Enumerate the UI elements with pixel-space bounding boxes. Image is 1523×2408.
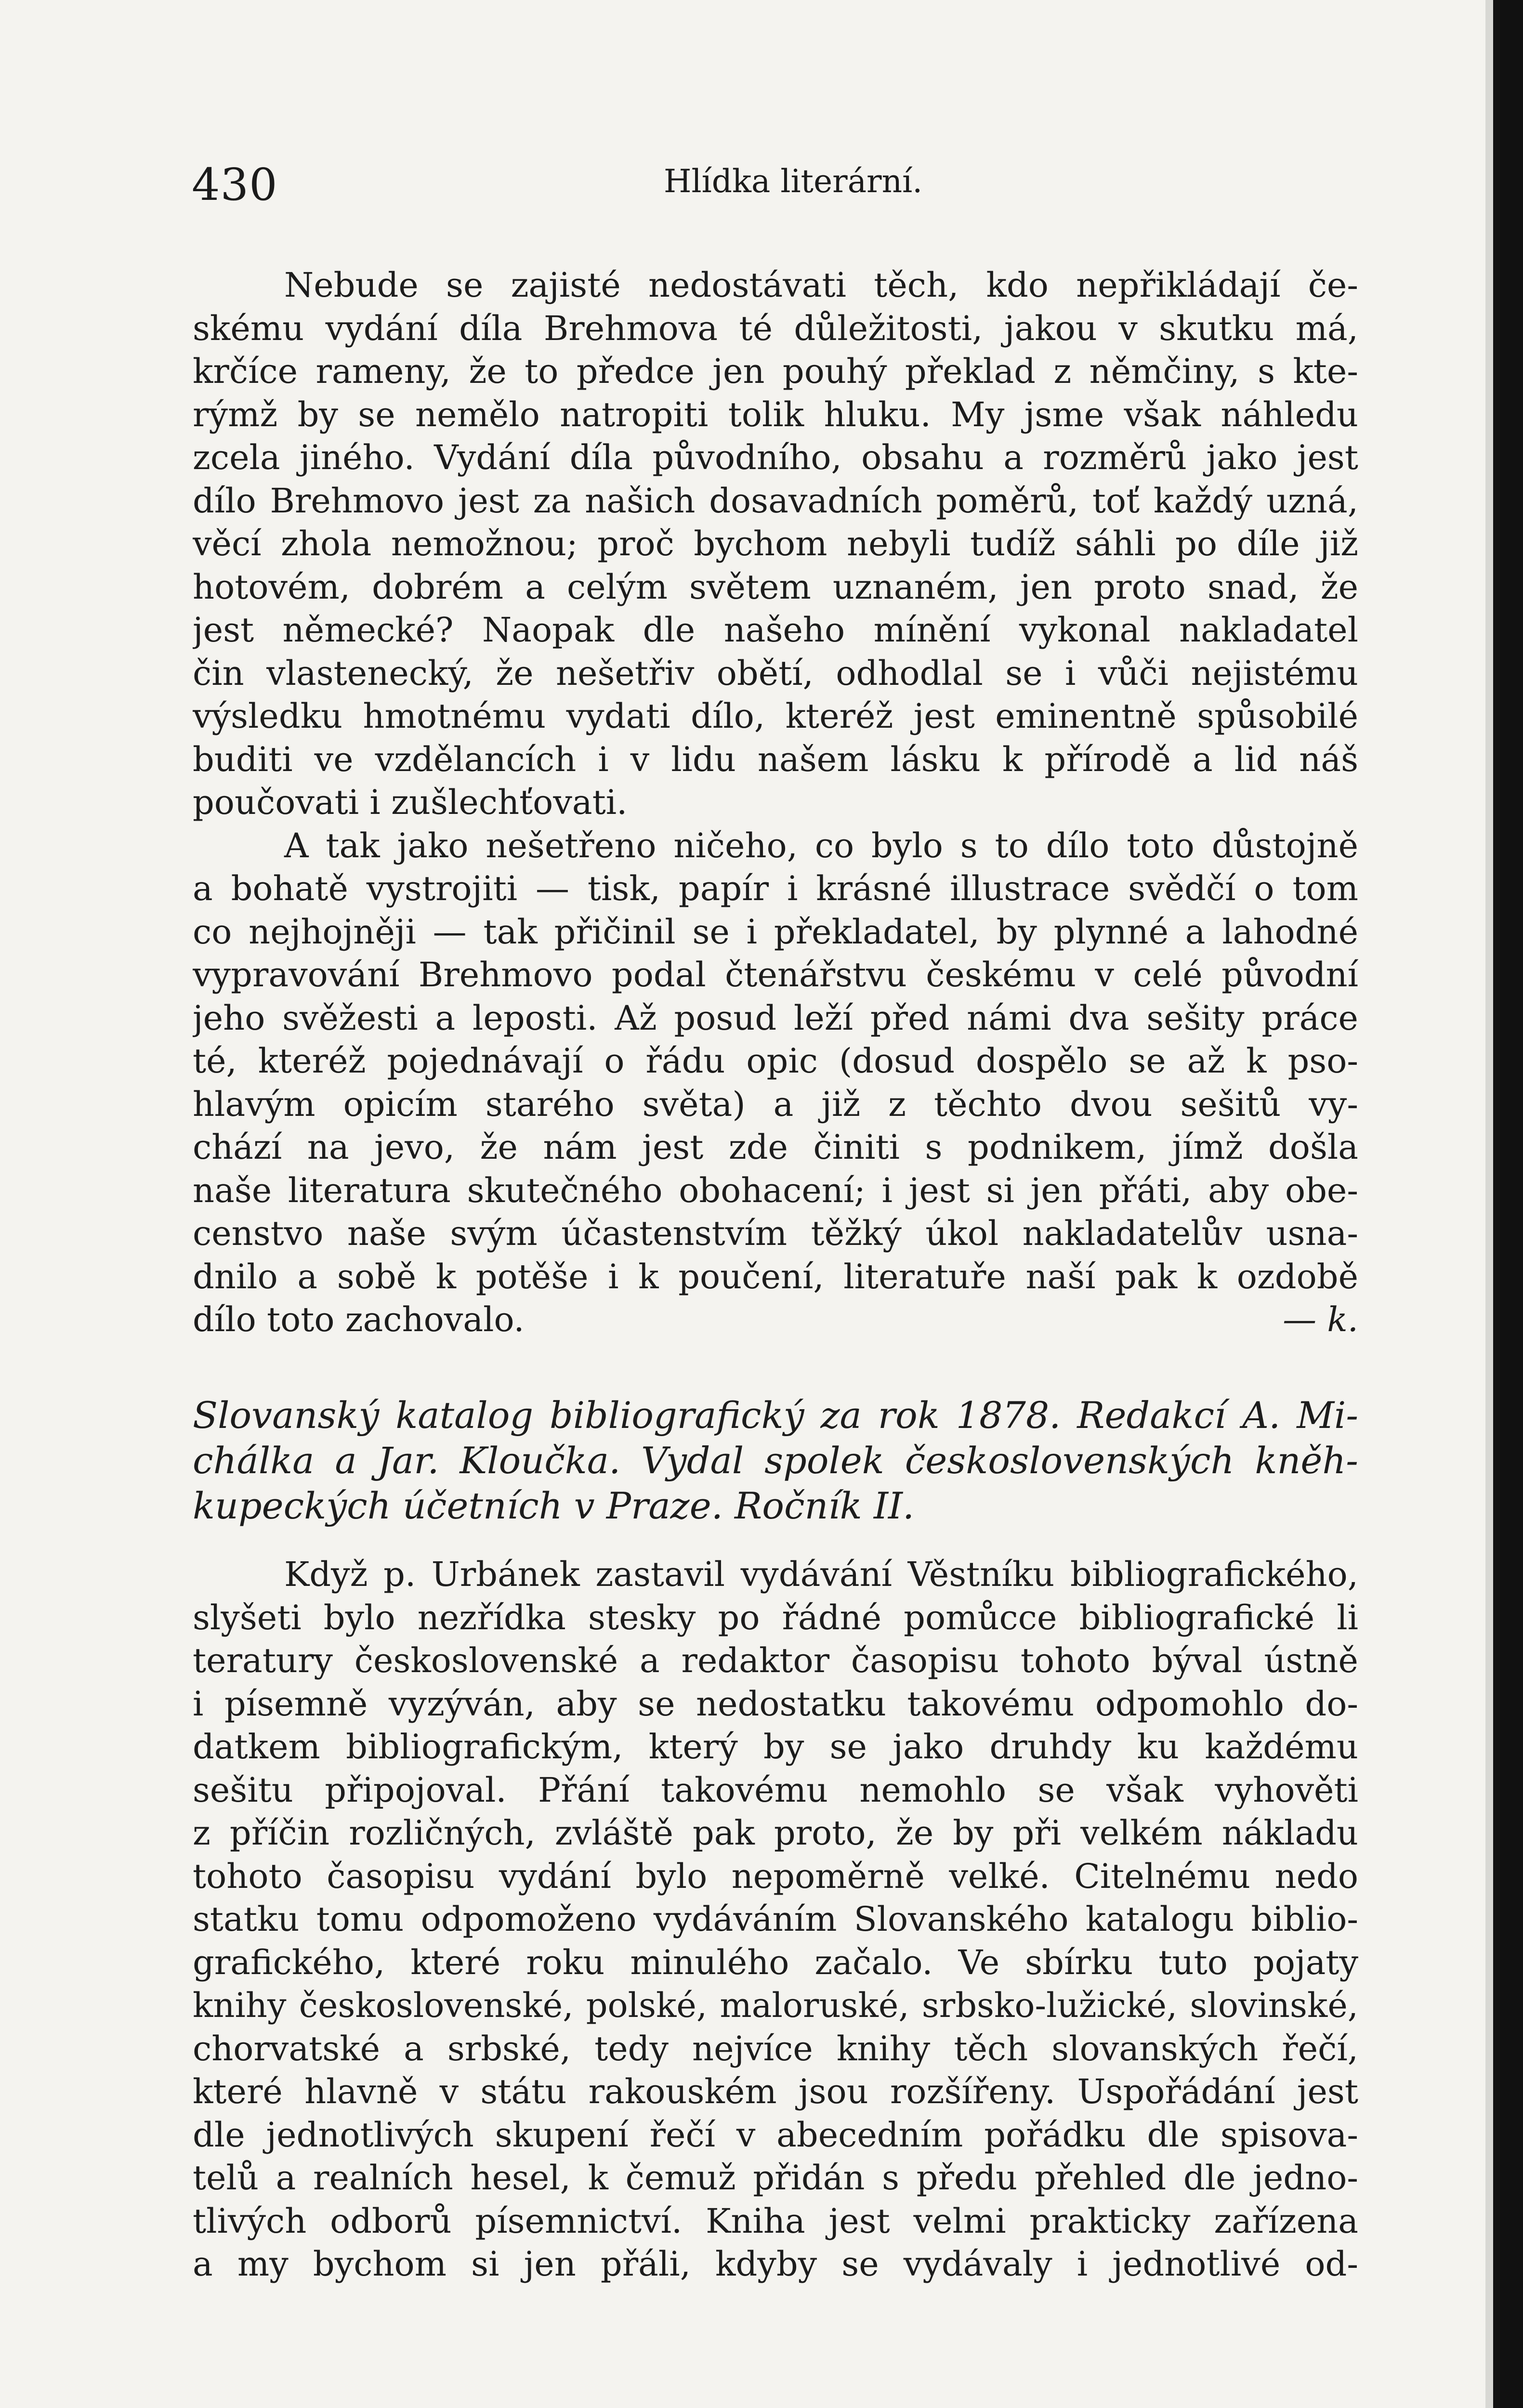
text-line: vypravování Brehmovo podal čtenářstvu českému v celé původní — [193, 955, 1358, 995]
text-line: tlivých odborů písemnictví. Kniha jest velmi prakticky zařízena — [193, 2201, 1358, 2241]
text-line-final — [193, 1298, 1358, 1342]
text-line: i písemně vyzýván, aby se nedostatku takovému odpomohlo do- — [193, 1684, 1358, 1724]
text-line: co nejhojněji — tak přičinil se i překladatel, by plynné a lahodné — [193, 912, 1358, 952]
text-line: Nebude se zajisté nedostávati těch, kdo nepřikládají če- — [284, 265, 1358, 305]
text-line: slyšeti bylo nezřídka stesky po řádné pomůcce bibliografické li — [193, 1597, 1358, 1637]
scan-edge-light — [1485, 0, 1493, 2408]
text-line: chází na jevo, že nám jest zde činiti s podnikem, jímž došla — [193, 1127, 1358, 1167]
heading-line: chálka a Jar. Kloučka. Vydal spolek československých kněh- — [193, 1439, 1358, 1482]
text-line: grafického, které roku minulého začalo. Ve sbírku tuto pojaty — [193, 1942, 1358, 1982]
text-line: tohoto časopisu vydání bylo nepoměrně velké. Citelnému nedo — [193, 1856, 1358, 1896]
text-line: hlavým opicím starého světa) a již z těchto dvou sešitů vy- — [193, 1084, 1358, 1124]
text-line: Když p. Urbánek zastavil vydávání Věstníku bibliografického, — [284, 1555, 1358, 1594]
text-line: dnilo a sobě k potěše i k poučení, literatuře naší pak k ozdobě — [193, 1256, 1358, 1296]
text-line: výsledku hmotnému vydati dílo, kteréž jest eminentně spůsobilé — [193, 696, 1358, 736]
text-line: statku tomu odpomoženo vydáváním Slovanského katalogu biblio- — [193, 1899, 1358, 1939]
text-line: a my bychom si jen přáli, kdyby se vydávaly i jednotlivé od- — [193, 2244, 1358, 2284]
text-line: zcela jiného. Vydání díla původního, obsahu a rozměrů jako jest — [193, 438, 1358, 477]
text-line: které hlavně v státu rakouském jsou rozšířeny. Uspořádání jest — [193, 2072, 1358, 2111]
text-line: chorvatské a srbské, tedy nejvíce knihy těch slovanských řečí, — [193, 2028, 1358, 2068]
text-line: rýmž by se nemělo natropiti tolik hluku. My jsme však náhledu — [193, 394, 1358, 434]
text-line: té, kteréž pojednávají o řádu opic (dosud dospělo se až k pso- — [193, 1041, 1358, 1081]
text-line: dle jednotlivých skupení řečí v abecedním pořádku dle spisova- — [193, 2115, 1358, 2155]
text-line: telů a realních hesel, k čemuž přidán s předu přehled dle jedno- — [193, 2158, 1358, 2198]
heading-line: kupeckých účetních v Praze. Ročník II. — [193, 1484, 915, 1527]
text-line: knihy československé, polské, maloruské, srbsko-lužické, slovinské, — [193, 1986, 1358, 2025]
text-line: datkem bibliografickým, který by se jako druhdy ku každému — [193, 1727, 1358, 1767]
running-title: Hlídka literární. — [664, 163, 923, 200]
scan-edge-dark — [1493, 0, 1523, 2408]
text-line: naše literatura skutečného obohacení; i jest si jen přáti, aby obe- — [193, 1170, 1358, 1210]
text-line: a bohatě vystrojiti — tisk, papír i krásné illustrace svědčí o tom — [193, 869, 1358, 908]
text-line: teratury československé a redaktor časopisu tohoto býval ústně — [193, 1641, 1358, 1680]
author-signature: — k. — [1283, 1300, 1358, 1339]
review-heading — [193, 1393, 1358, 1529]
text-line: sešitu připojoval. Přání takovému nemohlo se však vyhověti — [193, 1770, 1358, 1810]
text-line: censtvo naše svým účastenstvím těžký úkol nakladatelův usna- — [193, 1214, 1358, 1253]
text-line: dílo toto zachovalo. — [193, 1300, 525, 1339]
text-line: hotovém, dobrém a celým světem uznaném, jen proto snad, že — [193, 567, 1358, 607]
article-brehm — [193, 264, 1358, 1342]
heading-line: Slovanský katalog bibliografický za rok 1878. Redakcí A. Mi- — [193, 1394, 1358, 1437]
text-line: skému vydání díla Brehmova té důležitosti, jakou v skutku má, — [193, 308, 1358, 348]
review-body — [193, 1553, 1358, 2286]
text-line: A tak jako nešetřeno ničeho, co bylo s to dílo toto důstojně — [284, 825, 1358, 865]
text-line: dílo Brehmovo jest za našich dosavadních poměrů, toť každý uzná, — [193, 481, 1358, 521]
text-line: čin vlastenecký, že nešetřiv obětí, odhodlal se i vůči nejistému — [193, 653, 1358, 693]
text-line: věcí zhola nemožnou; proč bychom nebyli tudíž sáhli po díle již — [193, 524, 1358, 563]
page-number: 430 — [192, 159, 278, 210]
text-line: z příčin rozličných, zvláště pak proto, že by při velkém nákladu — [193, 1813, 1358, 1853]
text-line: buditi ve vzdělancích i v lidu našem lásku k přírodě a lid náš — [193, 739, 1358, 779]
text-line: jeho svěžesti a leposti. Až posud leží před námi dva sešity práce — [193, 998, 1358, 1038]
page-header — [192, 159, 1367, 212]
text-line: krčíce rameny, že to předce jen pouhý překlad z němčiny, s kte- — [193, 352, 1358, 391]
text-line: poučovati i zušlechťovati. — [193, 783, 628, 822]
text-line: jest německé? Naopak dle našeho mínění vykonal nakladatel — [193, 610, 1358, 650]
